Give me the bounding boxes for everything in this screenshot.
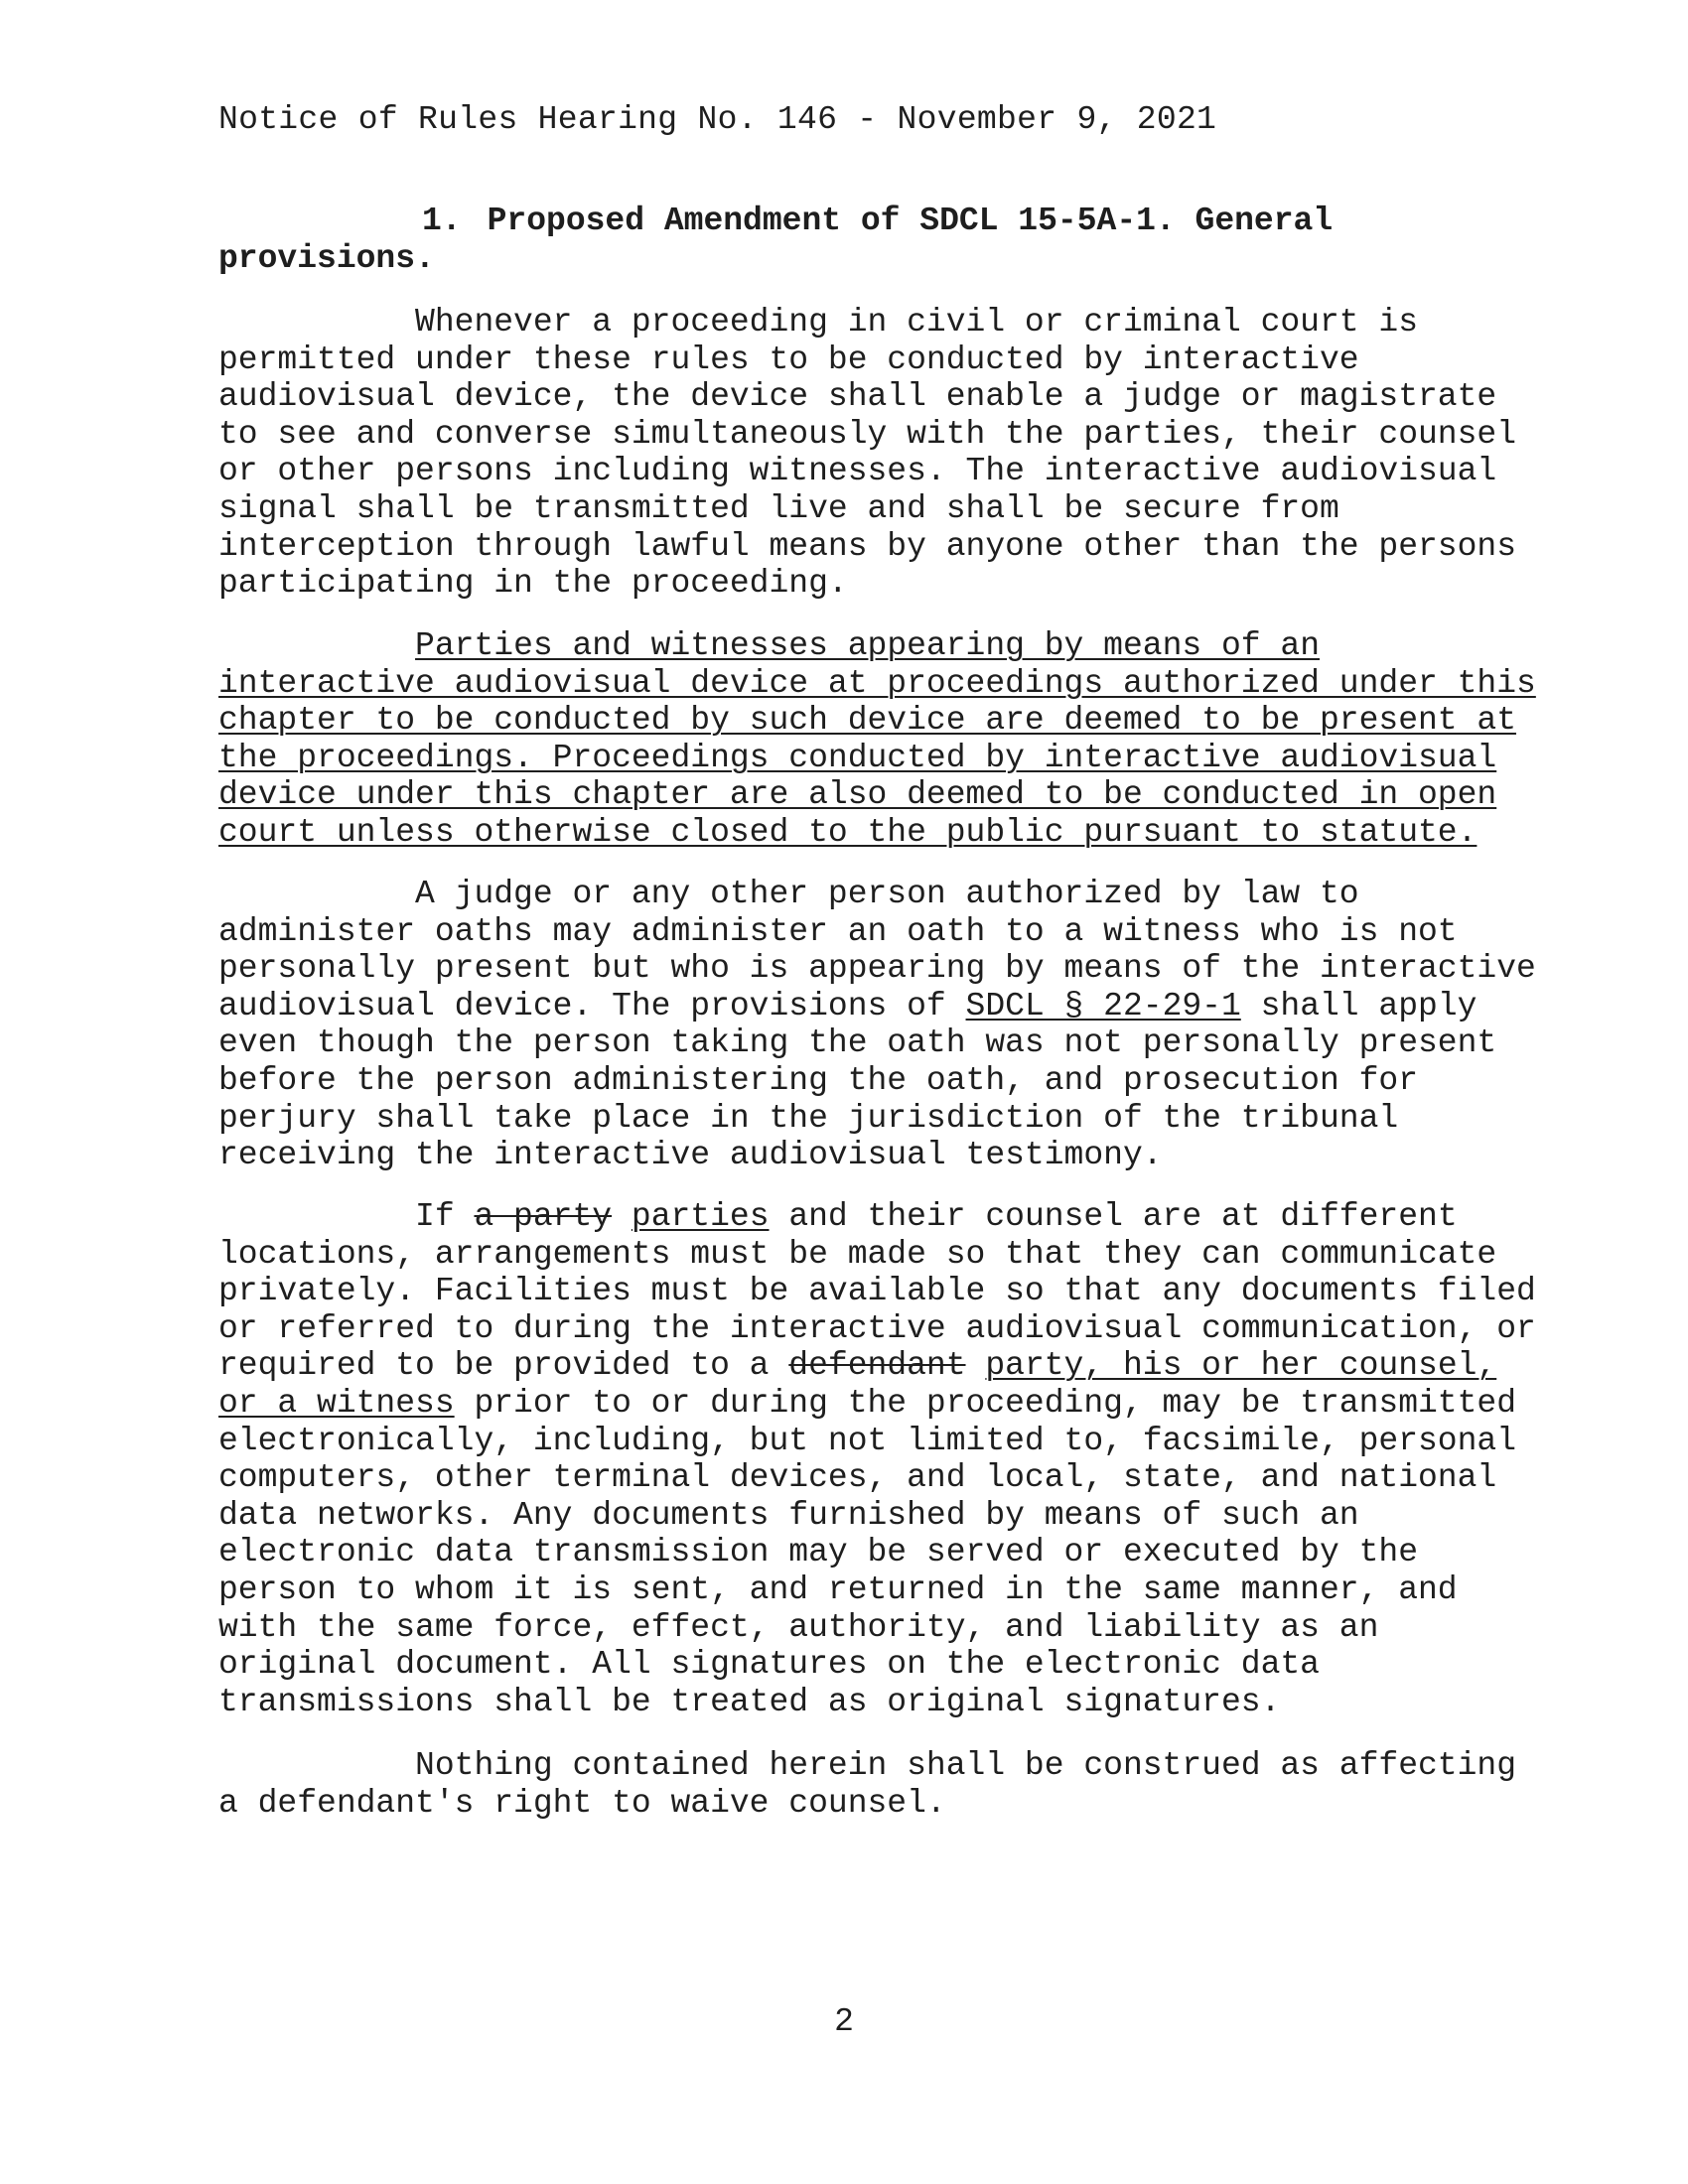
text-line: Whenever a proceeding in civil or criminal court is (218, 304, 1418, 341)
text-line: perjury shall take place in the jurisdiction of the tribunal (218, 1099, 1399, 1137)
section-title-line1: Proposed Amendment of SDCL 15-5A-1. General (487, 203, 1334, 239)
text-line: permitted under these rules to be conducted by interactive (218, 341, 1359, 378)
text-line: audiovisual device. The provisions of SDCL § 22-29-1 shall apply (218, 987, 1477, 1024)
deleted-text: defendant (788, 1347, 966, 1385)
text-line: a defendant's right to waive counsel. (218, 1784, 946, 1822)
inserted-text: court unless otherwise closed to the public pursuant to statute. (218, 813, 1477, 851)
text-line (218, 702, 1599, 740)
text-line (218, 776, 1599, 814)
inserted-text: interactive audiovisual device at proceedings authorized under this (218, 664, 1536, 702)
paragraph-5 (218, 1747, 1599, 1822)
statute-link[interactable]: SDCL § 22-29-1 (965, 987, 1241, 1024)
text-line (218, 627, 1599, 665)
text-line: or a witness prior to or during the proceeding, may be transmitted (218, 1384, 1517, 1422)
text-line: original document. All signatures on the electronic data (218, 1646, 1320, 1684)
text-line: transmissions shall be treated as original signatures. (218, 1683, 1281, 1720)
notice-header: Notice of Rules Hearing No. 146 - November 9, 2021 (218, 101, 1217, 138)
text-line (218, 665, 1599, 703)
paragraph-2-inserted (218, 627, 1599, 852)
text-line: receiving the interactive audiovisual testimony. (218, 1137, 1163, 1174)
text-line: If a party parties and their counsel are at different (218, 1198, 1458, 1235)
section-number: 1. (422, 203, 462, 239)
text-line: privately. Facilities must be available so that any documents filed (218, 1273, 1536, 1310)
text-line: computers, other terminal devices, and local, state, and national (218, 1459, 1497, 1497)
text-line: audiovisual device, the device shall enable a judge or magistrate (218, 378, 1497, 416)
text-line: with the same force, effect, authority, and liability as an (218, 1608, 1379, 1646)
text-line: electronically, including, but not limited to, facsimile, personal (218, 1422, 1517, 1459)
text-line: A judge or any other person authorized by law to (218, 876, 1359, 912)
text-line: or other persons including witnesses. The interactive audiovisual (218, 453, 1497, 490)
text-line: signal shall be transmitted live and shall be secure from (218, 489, 1339, 527)
text-line: before the person administering the oath, and prosecution for (218, 1061, 1418, 1099)
text-line: personally present but who is appearing by means of the interactive (218, 950, 1536, 988)
text-line (218, 814, 1599, 852)
text-line: electronic data transmission may be served or executed by the (218, 1534, 1418, 1571)
text-line: data networks. Any documents furnished by means of such an (218, 1496, 1359, 1534)
inserted-text: device under this chapter are also deemed to be conducted in open (218, 776, 1497, 814)
text-line (218, 740, 1599, 777)
section-heading (218, 203, 1589, 278)
inserted-text: the proceedings. Proceedings conducted by interactive audiovisual (218, 739, 1497, 776)
section-title-line2: provisions. (218, 240, 435, 277)
text-line: person to whom it is sent, and returned in the same manner, and (218, 1570, 1458, 1608)
deleted-text: a party (474, 1198, 613, 1235)
paragraph-3 (218, 876, 1599, 1174)
inserted-text: Parties and witnesses appearing by means of an (415, 627, 1320, 664)
paragraph-1 (218, 304, 1599, 603)
text-line: to see and converse simultaneously with the parties, their counsel (218, 415, 1517, 453)
inserted-text: or a witness (218, 1384, 455, 1422)
text-line: locations, arrangements must be made so that they can communicate (218, 1235, 1497, 1273)
text-line: required to be provided to a defendant party, his or her counsel, (218, 1347, 1497, 1385)
text-line: administer oaths may administer an oath to a witness who is not (218, 912, 1458, 950)
text-line: participating in the proceeding. (218, 565, 848, 603)
text-line: Nothing contained herein shall be construed as affecting (218, 1747, 1517, 1784)
text-line: even though the person taking the oath was not personally present (218, 1024, 1497, 1062)
text-line: interception through lawful means by anyone other than the persons (218, 527, 1517, 565)
text-line: or referred to during the interactive audiovisual communication, or (218, 1309, 1536, 1347)
page-number: 2 (834, 2003, 854, 2040)
inserted-text: party, his or her counsel, (985, 1347, 1497, 1385)
paragraph-4 (218, 1198, 1599, 1720)
inserted-text: chapter to be conducted by such device are deemed to be present at (218, 702, 1517, 740)
inserted-text: parties (631, 1198, 770, 1235)
